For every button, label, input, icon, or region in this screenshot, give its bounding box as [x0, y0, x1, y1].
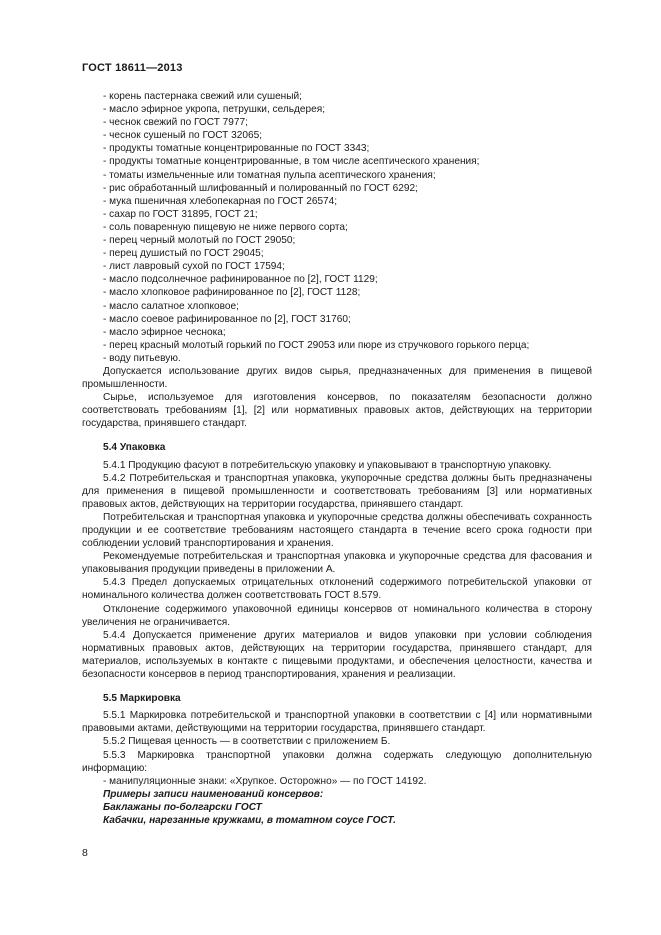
list-item: - воду питьевую. — [103, 352, 181, 364]
section-heading-marking: 5.5 Маркировка — [103, 693, 181, 705]
list-item: - соль поваренную пищевую не ниже первого сорта; — [103, 221, 348, 233]
handling-signs-item: - манипуляционные знаки: «Хрупкое. Осторожно» — по ГОСТ 14192. — [103, 775, 427, 787]
list-item: - сахар по ГОСТ 31895, ГОСТ 21; — [103, 208, 258, 220]
list-item: - масло эфирное чеснока; — [103, 326, 226, 338]
list-item: - рис обработанный шлифованный и полированный по ГОСТ 6292; — [103, 182, 418, 194]
ingredients-list — [82, 90, 592, 365]
list-item: - масло салатное хлопковое; — [103, 300, 239, 312]
list-item: - масло соевое рафинированное по [2], ГОСТ 31760; — [103, 313, 351, 325]
page-content — [82, 90, 592, 827]
list-item: - чеснок свежий по ГОСТ 7977; — [103, 117, 248, 129]
paragraph-5-5-2: 5.5.2 Пищевая ценность — в соответствии с приложением Б. — [103, 736, 391, 748]
paragraph-5-4-4: 5.4.4 Допускается применение других материалов и видов упаковки при условии соблюдения нормативных правовых актов, действующих на территории государства, принявшего стандарт, для материалов, используемых в контакте с пищевыми продуктами, и обеспечения целостности, качества и безопасности консервов в период транспортирования, хранения и реализации. — [82, 629, 592, 681]
document-header: ГОСТ 18611—2013 — [82, 62, 183, 74]
list-item: - продукты томатные концентрированные по ГОСТ 3343; — [103, 143, 370, 155]
list-item: - масло хлопковое рафинированное по [2], ГОСТ 1128; — [103, 287, 361, 299]
example-eggplant: Баклажаны по-болгарски ГОСТ — [103, 801, 262, 813]
paragraph-deviation: Отклонение содержимого упаковочной единицы консервов от номинального количества в сторону увеличения не ограничивается. — [82, 603, 592, 628]
list-item: - перец красный молотый горький по ГОСТ 29053 или пюре из стручкового горького перца; — [103, 339, 530, 351]
list-item: - масло эфирное укропа, петрушки, сельдерея; — [103, 104, 326, 116]
list-item: - томаты измельченные или томатная пульпа асептического хранения; — [103, 169, 436, 181]
paragraph-5-4-1: 5.4.1 Продукцию фасуют в потребительскую упаковку и упаковывают в транспортную упаковку. — [103, 459, 552, 471]
list-item: - чеснок сушеный по ГОСТ 32065; — [103, 130, 263, 142]
list-item: - масло подсолнечное рафинированное по [2], ГОСТ 1129; — [103, 274, 378, 286]
paragraph-5-4-2: 5.4.2 Потребительская и транспортная упаковка, укупорочные средства должны быть предназначены для применения в пищевой промышленности и соответствовать требованиям [3] или нормативных правовых актов, действующих на территории государства, принявшего стандарт. — [82, 472, 592, 510]
paragraph-5-4-3: 5.4.3 Предел допускаемых отрицательных отклонений содержимого потребительской упаковки от номинального количества должен соответствовать ГОСТ 8.579. — [82, 577, 592, 602]
page-number: 8 — [82, 847, 88, 859]
example-zucchini: Кабачки, нарезанные кружками, в томатном соусе ГОСТ. — [103, 814, 396, 826]
list-item: - перец душистый по ГОСТ 29045; — [103, 248, 264, 260]
paragraph-packaging-integrity: Потребительская и транспортная упаковка и укупорочные средства должны обеспечивать сохранность продукции и ее соответствие требованиям настоящего стандарта в течение всего срока годности при соблюдении условий транспортирования и хранения. — [82, 511, 592, 550]
examples-title: Примеры записи наименований консервов: — [103, 788, 324, 800]
paragraph-allowed-raw: Допускается использование других видов сырья, предназначенных для применения в пищевой промышленности. — [82, 365, 592, 391]
section-heading-packaging: 5.4 Упаковка — [103, 442, 166, 454]
list-item: - корень пастернака свежий или сушеный; — [103, 91, 302, 102]
paragraph-5-5-1: 5.5.1 Маркировка потребительской и транспортной упаковки в соответствии с [4] или нормативными правовыми актами, действующими на территории государства, принявшего стандарт. — [82, 710, 592, 735]
paragraph-raw-safety: Сырье, используемое для изготовления консервов, по показателям безопасности должно соответствовать требованиям [1], [2] или нормативных правовых актов, действующих на территории государства, принявшего стандарт. — [82, 392, 592, 430]
list-item: - перец черный молотый по ГОСТ 29050; — [103, 235, 296, 247]
paragraph-packaging-recommended: Рекомендуемые потребительская и транспортная упаковка и укупорочные средства для фасования и упаковывания продукции приведены в приложении А. — [82, 551, 592, 576]
paragraph-5-5-3: 5.5.3 Маркировка транспортной упаковки должна содержать следующую дополнительную информацию: — [82, 749, 592, 774]
list-item: - лист лавровый сухой по ГОСТ 17594; — [103, 261, 285, 273]
list-item: - продукты томатные концентрированные, в том числе асептического хранения; — [103, 156, 480, 168]
list-item: - мука пшеничная хлебопекарная по ГОСТ 26574; — [103, 195, 338, 207]
